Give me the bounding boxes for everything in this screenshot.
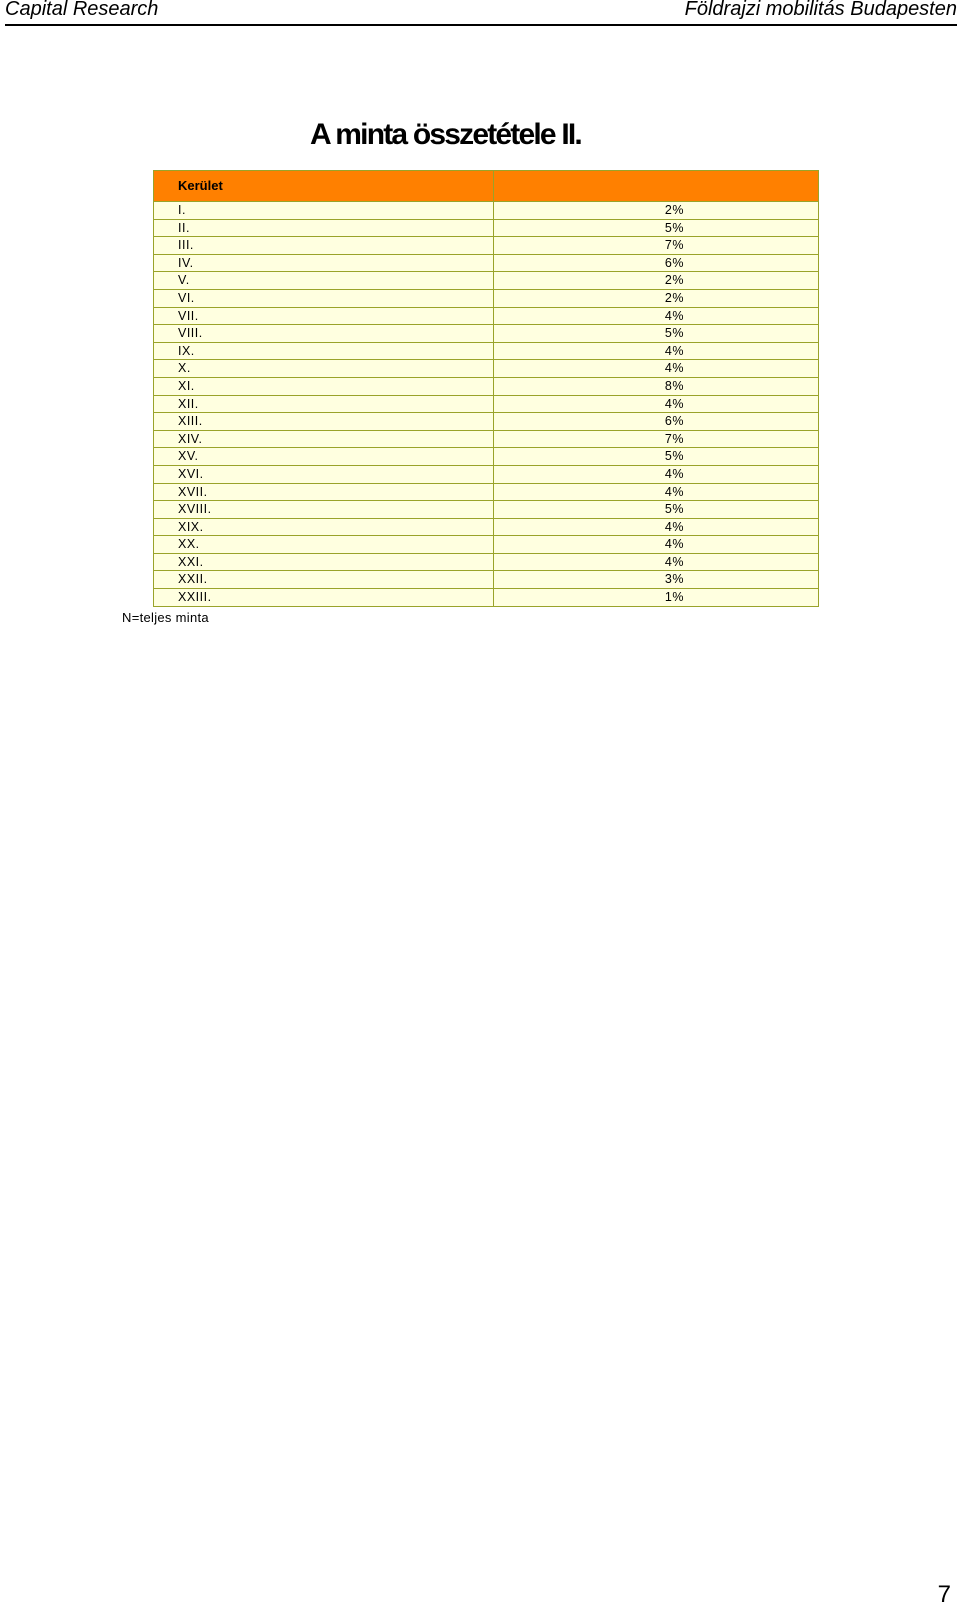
district-percentage: 7% [664,238,684,253]
district-percentage: 7% [664,431,684,446]
district-percentage: 6% [664,414,684,429]
district-percentage: 3% [664,572,684,587]
table-row [154,448,818,466]
table-row [154,237,818,255]
district-label: XXII. [154,571,494,588]
district-label: IX. [154,343,494,360]
district-percentage: 4% [664,519,684,534]
table-row [154,519,818,537]
district-label: XX. [154,536,494,553]
district-percentage: 4% [664,308,684,323]
district-label: XVII. [154,484,494,501]
district-label: VII. [154,308,494,325]
district-percentage: 8% [664,378,684,393]
page-number: 7 [937,1581,951,1608]
table-row [154,308,818,326]
district-label: V. [154,272,494,289]
table-row [154,589,818,606]
sample-note: N=teljes minta [122,610,209,625]
district-percentage: 4% [664,343,684,358]
table-row [154,396,818,414]
table-row [154,360,818,378]
table-header [154,171,818,202]
table-row [154,343,818,361]
district-label: III. [154,237,494,254]
district-percentage: 1% [664,590,684,605]
district-label: XV. [154,448,494,465]
district-label: XIX. [154,519,494,536]
district-percentage: 4% [664,484,684,499]
district-label: XVI. [154,466,494,483]
district-percentage: 2% [664,273,684,288]
district-percentage: 4% [664,396,684,411]
district-percentage: 5% [664,326,684,341]
table-row [154,571,818,589]
district-label: XIII. [154,413,494,430]
table-header-value [494,171,818,201]
district-label: XIV. [154,431,494,448]
district-label: IV. [154,255,494,272]
district-table [153,170,819,607]
district-percentage: 4% [664,554,684,569]
table-row [154,220,818,238]
district-percentage: 6% [664,255,684,270]
district-label: I. [154,202,494,219]
table-row [154,484,818,502]
table-row [154,431,818,449]
page-title: A minta összetétele II. [310,118,581,151]
district-percentage: 2% [664,203,684,217]
table-row [154,255,818,273]
district-label: VI. [154,290,494,307]
table-header-label: Kerület [154,171,494,201]
district-percentage: 5% [664,502,684,517]
district-percentage: 4% [664,537,684,552]
district-percentage: 4% [664,466,684,481]
table-row [154,290,818,308]
table-row [154,413,818,431]
district-label: XXIII. [154,589,494,606]
header-document-title: Földrajzi mobilitás Budapesten [684,0,957,20]
table-row [154,536,818,554]
district-label: X. [154,360,494,377]
table-row [154,466,818,484]
table-row [154,378,818,396]
table-row [154,554,818,572]
district-label: XI. [154,378,494,395]
district-label: XVIII. [154,501,494,518]
district-percentage: 4% [664,361,684,376]
table-body [154,202,818,606]
table-row [154,325,818,343]
district-label: VIII. [154,325,494,342]
table-row [154,272,818,290]
district-percentage: 2% [664,290,684,305]
table-row [154,501,818,519]
district-percentage: 5% [664,220,684,235]
district-percentage: 5% [664,449,684,464]
district-label: XII. [154,396,494,413]
table-row [154,202,818,220]
header-company: Capital Research [5,0,159,20]
page-header [5,0,957,26]
district-label: XXI. [154,554,494,571]
district-label: II. [154,220,494,237]
